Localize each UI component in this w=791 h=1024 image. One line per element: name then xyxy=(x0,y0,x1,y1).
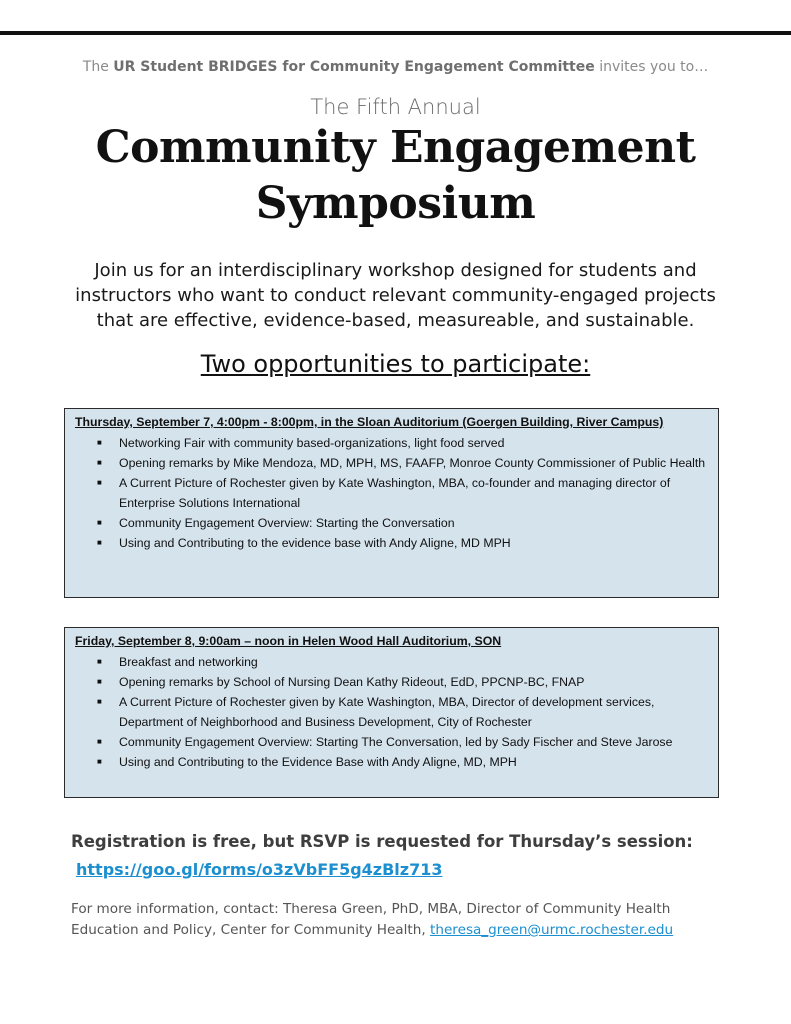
list-item xyxy=(97,453,708,473)
list-item xyxy=(97,433,708,453)
bullet-icon: ■ xyxy=(97,757,102,766)
list-item xyxy=(97,752,708,772)
list-item-text: Opening remarks by Mike Mendoza, MD, MPH, MS, FAAFP, Monroe County Commissioner of Public Health xyxy=(119,456,706,470)
list-item xyxy=(97,692,708,732)
list-item xyxy=(97,732,708,752)
list-item-text: Breakfast and networking xyxy=(119,655,258,669)
bullet-icon: ■ xyxy=(97,737,102,746)
opportunities-heading: Two opportunities to participate: xyxy=(200,350,591,378)
list-item xyxy=(97,473,708,513)
bullet-icon: ■ xyxy=(97,697,102,706)
registration-text: Registration is free, but RSVP is requested for Thursday’s session: xyxy=(71,832,693,851)
bullet-icon: ■ xyxy=(97,438,102,447)
bullet-icon: ■ xyxy=(97,518,102,527)
session-list xyxy=(75,652,708,772)
bullet-icon: ■ xyxy=(97,538,102,547)
session-heading: Friday, September 8, 9:00am – noon in Helen Wood Hall Auditorium, SON xyxy=(75,634,502,648)
list-item-text: Community Engagement Overview: Starting The Conversation, led by Sady Fischer and Steve Jarose xyxy=(119,735,673,749)
invite-org: UR Student BRIDGES for Community Engagement Committee xyxy=(113,59,595,75)
list-item xyxy=(97,533,708,553)
bullet-icon: ■ xyxy=(97,458,102,467)
top-rule xyxy=(0,31,791,35)
list-item-text: Opening remarks by School of Nursing Dean Kathy Rideout, EdD, PPCNP-BC, FNAP xyxy=(119,675,585,689)
bullet-icon: ■ xyxy=(97,657,102,666)
session-list xyxy=(75,433,708,553)
contact-paragraph xyxy=(71,899,731,941)
invite-pre: The xyxy=(82,59,114,75)
list-item-text: Community Engagement Overview: Starting the Conversation xyxy=(119,516,455,530)
list-item-text: Networking Fair with community based-organizations, light food served xyxy=(119,436,505,450)
list-item-text: Using and Contributing to the Evidence Base with Andy Aligne, MD, MPH xyxy=(119,755,517,769)
list-item-text: A Current Picture of Rochester given by Kate Washington, MBA, Director of development services, Department of Neighborhood and Business Development, City of Rochester xyxy=(119,695,655,729)
bullet-icon: ■ xyxy=(97,677,102,686)
list-item-text: Using and Contributing to the evidence base with Andy Aligne, MD MPH xyxy=(119,536,511,550)
title-line-1: Community Engagement xyxy=(95,122,696,173)
list-item xyxy=(97,652,708,672)
invitation-line xyxy=(0,59,791,75)
rsvp-link[interactable]: https://goo.gl/forms/o3zVbFF5g4zBlz713 xyxy=(76,860,443,879)
list-item xyxy=(97,513,708,533)
kicker: The Fifth Annual xyxy=(310,95,481,119)
contact-email-link[interactable]: theresa_green@urmc.rochester.edu xyxy=(430,922,674,938)
contact-text: For more information, contact: Theresa Green, PhD, MBA, Director of Community Health Education and Policy, Center for Community Health, xyxy=(71,901,671,938)
session-box-thursday xyxy=(64,408,719,598)
bullet-icon: ■ xyxy=(97,478,102,487)
page-title xyxy=(0,120,791,232)
title-line-2: Symposium xyxy=(255,178,536,229)
list-item-text: A Current Picture of Rochester given by Kate Washington, MBA, co-founder and managing director of Enterprise Solutions International xyxy=(119,476,671,510)
invite-post: invites you to… xyxy=(594,59,709,75)
list-item xyxy=(97,672,708,692)
intro-paragraph: Join us for an interdisciplinary workshop designed for students and instructors who want to conduct relevant community-engaged projects that are effective, evidence-based, measureable, and sustainable. xyxy=(75,260,716,331)
session-heading: Thursday, September 7, 4:00pm - 8:00pm, in the Sloan Auditorium (Goergen Building, River Campus) xyxy=(75,415,664,429)
session-box-friday xyxy=(64,627,719,798)
